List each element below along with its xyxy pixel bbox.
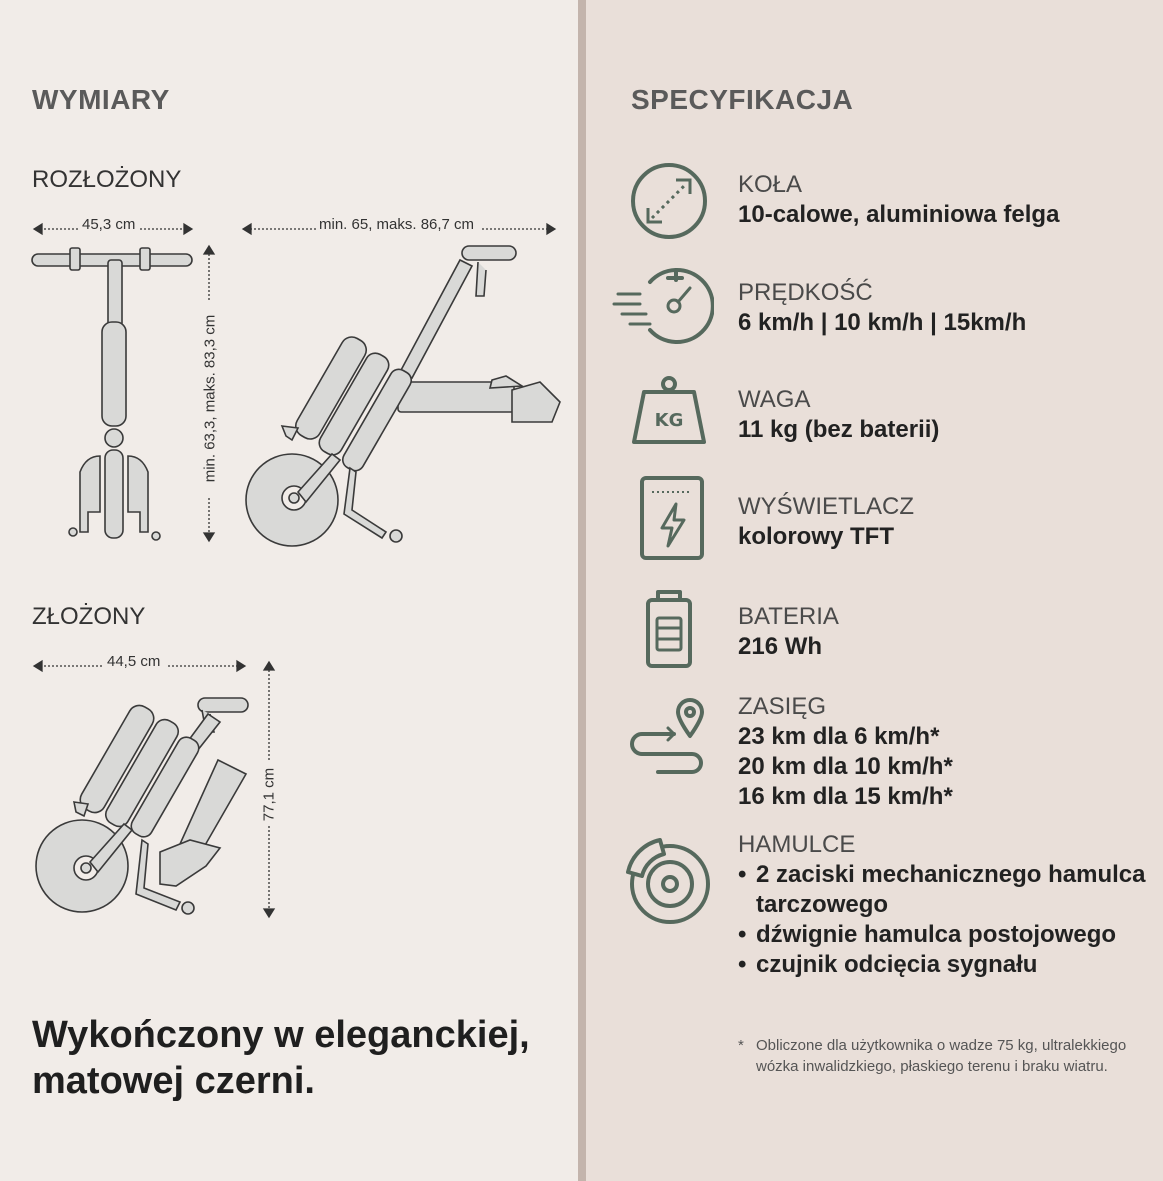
display-icon [638, 474, 706, 562]
finish-tagline: Wykończony w eleganckiej, matowej czerni. [32, 1014, 530, 1102]
folded-height-dimension: 77,1 cm [260, 767, 278, 822]
spec-speed-value: 6 km/h | 10 km/h | 15km/h [738, 309, 1027, 336]
route-icon [630, 696, 712, 776]
spec-brakes [738, 830, 1148, 980]
weight-icon-text: KG [654, 410, 684, 431]
height-dimension: min. 63,3, maks. 83,3 cm [201, 314, 219, 483]
unfolded-label: ROZŁOŻONY [32, 166, 182, 193]
wheel-diameter-icon [628, 160, 710, 242]
spec-brakes-item-1: • 2 zaciski mechanicznego hamulca tarczowego [738, 860, 1148, 920]
spec-speed-label: PRĘDKOŚĆ [738, 279, 873, 306]
spec-range-label: ZASIĘG [738, 693, 827, 720]
spec-brakes-item-2: • dźwignie hamulca postojowego [738, 920, 1148, 950]
panel-divider [578, 0, 586, 1181]
spec-wheels-label: KOŁA [738, 171, 803, 198]
spec-wheels-value: 10-calowe, aluminiowa felga [738, 201, 1060, 228]
footnote-mark: * [738, 1037, 744, 1054]
spec-display-label: WYŚWIETLACZ [738, 493, 915, 520]
spec-range-value-3: 16 km dla 15 km/h* [738, 783, 953, 810]
footnote-text: Obliczone dla użytkownika o wadze 75 kg, ultralekkiego wózka inwalidzkiego, płaskiego terenu i braku wiatru. [756, 1037, 1127, 1075]
spec-battery-label: BATERIA [738, 603, 839, 630]
spec-weight [738, 385, 939, 445]
front-view-drawing [28, 242, 198, 544]
folded-view-drawing [30, 690, 256, 920]
folded-label: ZŁOŻONY [32, 603, 146, 630]
spec-range [738, 692, 953, 812]
spec-range-value-2: 20 km dla 10 km/h* [738, 753, 953, 780]
front-width-dimension: 45,3 cm [82, 216, 136, 233]
side-view-drawing [240, 240, 562, 550]
spec-weight-label: WAGA [738, 386, 811, 413]
spec-weight-value: 11 kg (bez baterii) [738, 416, 940, 443]
spec-brakes-label: HAMULCE [738, 831, 856, 858]
spec-wheels [738, 170, 1059, 230]
spec-brakes-item-3: • czujnik odcięcia sygnału [738, 950, 1148, 980]
folded-width-dimension: 44,5 cm [107, 653, 161, 670]
specs-title: SPECYFIKACJA [631, 84, 854, 115]
weight-icon [630, 374, 708, 448]
spec-brakes-list [738, 860, 1148, 980]
spec-battery [738, 602, 839, 662]
speedometer-icon [610, 264, 714, 346]
brake-disc-icon [620, 832, 712, 926]
spec-display [738, 492, 914, 552]
spec-display-value: kolorowy TFT [738, 523, 894, 550]
battery-icon [644, 590, 694, 670]
spec-range-value-1: 23 km dla 6 km/h* [738, 723, 940, 750]
side-length-dimension: min. 65, maks. 86,7 cm [319, 216, 475, 233]
spec-battery-value: 216 Wh [738, 633, 823, 660]
footnote [738, 1035, 1138, 1077]
spec-speed [738, 278, 1026, 338]
dimensions-title: WYMIARY [32, 84, 170, 115]
